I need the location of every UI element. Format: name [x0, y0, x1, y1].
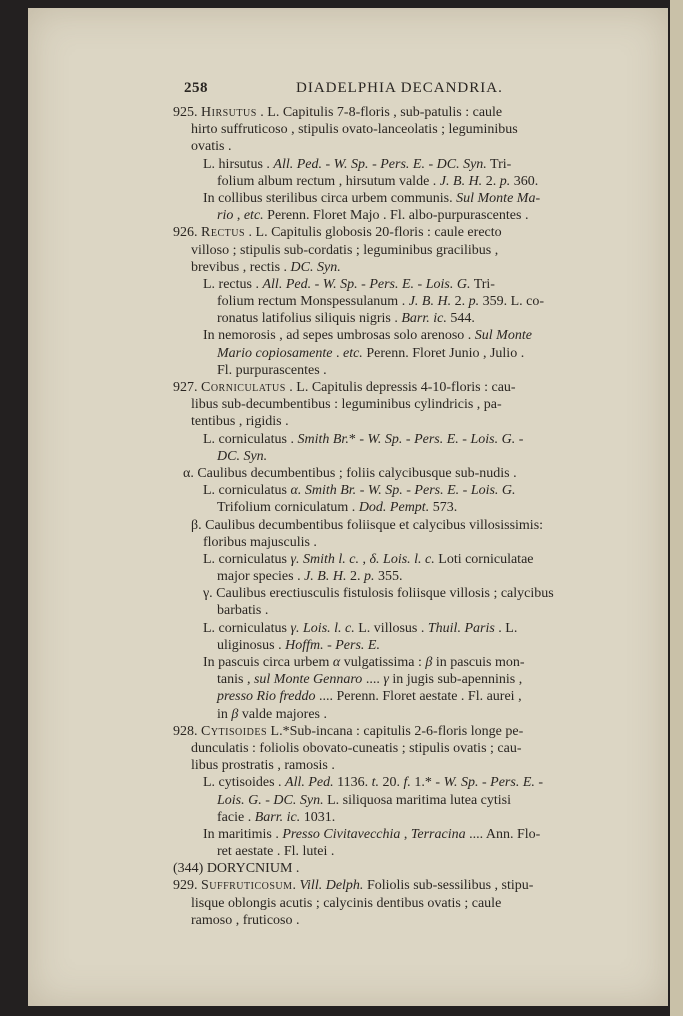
text-run: . L. — [494, 620, 518, 636]
text-run: Pers. E. — [380, 156, 425, 172]
text-line — [173, 860, 663, 877]
text-run: 2. — [451, 294, 469, 310]
text-line — [183, 792, 663, 809]
text-line — [183, 413, 663, 430]
text-run: - — [424, 156, 437, 172]
text-line — [183, 912, 663, 929]
text-run: p. — [363, 569, 375, 585]
text-run: α — [332, 655, 341, 670]
text-line — [183, 156, 663, 173]
text-run: L. rectus . — [203, 276, 263, 292]
text-line — [183, 138, 663, 155]
text-line — [183, 207, 663, 224]
text-run: - — [311, 276, 323, 292]
text-run: tentibus , rigidis . — [191, 414, 289, 430]
page-number: 258 — [184, 80, 208, 96]
text-run: , — [400, 826, 411, 842]
text-run: 360. — [510, 173, 539, 189]
text-run: Terracina — [410, 826, 466, 842]
text-run: .... — [362, 672, 384, 688]
text-run: α. — [290, 483, 302, 499]
text-run: vulgatissima : — [340, 655, 426, 670]
text-line — [173, 723, 663, 740]
text-run: β — [425, 655, 433, 670]
text-line — [183, 259, 663, 276]
text-run: rio — [217, 208, 234, 224]
text-run: All. Ped. — [262, 276, 312, 292]
text-run: - — [534, 775, 544, 791]
text-run: Smith Br. — [304, 483, 357, 499]
text-run: W. Sp. — [367, 431, 403, 447]
text-run: Hoffm. — [285, 637, 324, 653]
text-run: Lois. l. c. — [383, 551, 435, 567]
text-run: presso Rio freddo — [217, 689, 316, 705]
text-line — [183, 637, 663, 654]
text-run: Lois. G. — [217, 792, 262, 808]
text-line — [183, 602, 663, 619]
text-line — [183, 482, 663, 499]
text-run: etc. — [342, 345, 363, 361]
text-run: .... Ann. Flo- — [465, 826, 541, 842]
text-run: Barr. ic. — [401, 311, 447, 327]
text-run: 2. — [482, 173, 500, 189]
text-run: In maritimis . — [203, 826, 283, 842]
text-run: Pers. E. — [490, 775, 535, 791]
text-run: Presso Civitavecchia — [282, 826, 401, 842]
text-run: 1031. — [300, 809, 336, 825]
text-line — [183, 517, 663, 534]
text-run: W. Sp. — [333, 156, 369, 172]
text-run: Barr. ic. — [254, 809, 301, 825]
text-run: 925. — [173, 105, 201, 120]
text-run: - — [515, 431, 524, 447]
text-run: - — [322, 156, 334, 172]
text-run: . L. Capitulis depressis 4-10-floris : cau- — [285, 380, 516, 395]
text-run: tanis , — [217, 672, 254, 688]
text-line — [173, 379, 663, 396]
text-line — [183, 293, 663, 310]
text-run: Perenn. Floret Majo . Fl. albo-purpurascentes . — [263, 208, 529, 224]
text-line — [183, 465, 663, 482]
text-line — [173, 224, 663, 241]
text-run: barbatis . — [217, 603, 269, 619]
text-run: uliginosus . — [217, 637, 286, 653]
text-line — [183, 706, 663, 723]
body-text — [173, 104, 663, 929]
text-run: 544. — [446, 311, 475, 327]
text-run: 927. — [173, 380, 201, 395]
text-run: Trifolium corniculatum . — [217, 500, 359, 516]
text-line — [183, 740, 663, 757]
text-run: 355. — [374, 569, 403, 585]
text-run: - — [323, 637, 336, 653]
text-run: . L. Capitulis 7-8-floris , sub-patulis : caule — [256, 105, 503, 120]
text-run: hirto suffruticoso , stipulis ovato-lanceolatis ; leguminibus — [191, 122, 518, 138]
text-line — [183, 345, 663, 362]
text-line — [183, 757, 663, 774]
text-run: villoso ; stipulis sub-cordatis ; leguminibus gracilibus , — [191, 242, 499, 258]
book-page — [28, 8, 668, 1006]
running-title: DIADELPHIA DECANDRIA. — [296, 80, 503, 96]
text-run: ret aestate . Fl. lutei . — [217, 844, 335, 860]
text-line — [183, 774, 663, 791]
adjacent-page-edge — [670, 0, 683, 1016]
text-run: folium album rectum , hirsutum valde . — [217, 173, 440, 189]
text-run: ovatis . — [191, 139, 232, 155]
text-run: Tri- — [486, 156, 512, 172]
text-run: . — [292, 878, 300, 894]
text-run: - — [459, 483, 471, 499]
text-run: L. corniculatus — [203, 551, 291, 567]
text-run: folium rectum Monspessulanum . — [217, 294, 409, 310]
text-run: 2. — [346, 569, 364, 585]
text-run: Pers. E. — [414, 431, 459, 447]
text-line — [183, 809, 663, 826]
text-run: lisque oblongis acutis ; calycinis dentibus ovatis ; caule — [191, 895, 502, 911]
running-header — [28, 76, 668, 100]
text-run: L. siliquosa maritima lutea cytisi — [323, 792, 511, 808]
text-run: Fl. purpurascentes . — [217, 362, 327, 378]
text-line — [183, 431, 663, 448]
text-run: libus prostratis , ramosis . — [191, 758, 335, 774]
text-run: J. B. H. — [408, 294, 452, 310]
text-run: 926. — [173, 225, 201, 241]
text-run: β. Caulibus decumbentibus foliisque et calycibus villosissimis: — [191, 517, 544, 533]
text-run: - — [357, 276, 370, 292]
text-run: L.*Sub-incana : capitulis 2-6-floris longe pe- — [267, 723, 524, 739]
text-line — [183, 190, 663, 207]
text-run: In pascuis circa urbem — [203, 655, 333, 670]
text-run: L. corniculatus — [203, 620, 291, 636]
text-run: Pers. E. — [335, 637, 380, 653]
text-line — [183, 242, 663, 259]
text-run: f. — [403, 775, 411, 791]
text-run: - — [261, 792, 274, 808]
text-run: Lois. G. — [425, 276, 471, 292]
text-line — [183, 551, 663, 568]
text-run: Suffruticosum — [201, 878, 293, 894]
text-run: facie . — [217, 809, 255, 825]
text-line — [183, 121, 663, 138]
text-line — [183, 620, 663, 637]
text-run: Hirsutus — [201, 105, 257, 120]
text-run: 1.* - — [410, 775, 444, 791]
text-run: Loti corniculatae — [434, 551, 534, 567]
text-run: DC. Syn. — [290, 259, 341, 275]
text-run: 573. — [429, 500, 458, 516]
text-run: 929. — [173, 878, 201, 894]
text-line — [183, 826, 663, 843]
text-line — [183, 327, 663, 344]
text-run: - — [414, 276, 426, 292]
text-run: W. Sp. — [443, 775, 479, 791]
text-line — [183, 895, 663, 912]
text-line — [183, 499, 663, 516]
text-line — [183, 568, 663, 585]
text-run: All. Ped. — [273, 156, 322, 172]
text-run: p. — [499, 173, 511, 189]
text-run: . — [332, 345, 343, 361]
text-run: γ. — [290, 551, 300, 567]
text-run: Corniculatus — [201, 380, 286, 395]
text-run: Tri- — [470, 276, 495, 292]
text-line — [183, 362, 663, 379]
text-run: Vill. Delph. — [299, 878, 364, 894]
text-run: L. hirsutus . — [203, 156, 274, 172]
text-run: Foliolis sub-sessilibus , stipu- — [363, 878, 534, 894]
text-run: Lois. G. — [470, 483, 516, 499]
text-run: etc. — [243, 208, 264, 224]
text-run: δ. — [369, 551, 380, 567]
text-run: Lois. G. — [470, 431, 516, 447]
text-run: Sul Monte — [474, 328, 532, 344]
text-run: major species . — [217, 569, 305, 585]
text-run: - — [402, 431, 415, 447]
text-run: J. B. H. — [304, 569, 347, 585]
text-run: DC. Syn. — [273, 792, 324, 808]
text-run: W. Sp. — [367, 483, 403, 499]
text-run: DC. Syn. — [436, 156, 487, 172]
text-run: Thuil. Paris — [427, 620, 495, 636]
text-run: 1136. — [333, 775, 372, 791]
text-run: , — [233, 208, 244, 224]
text-line — [173, 104, 663, 121]
text-line — [183, 448, 663, 465]
text-line — [173, 877, 663, 894]
text-run: Mario copiosamente — [217, 345, 333, 361]
text-run: . L. Capitulis globosis 20-floris : caule erecto — [245, 225, 502, 241]
text-line — [183, 310, 663, 327]
text-run: .... Perenn. Floret aestate . Fl. aurei , — [315, 689, 522, 705]
text-run: Sul Monte Ma- — [456, 190, 541, 206]
text-line — [183, 843, 663, 860]
text-run: γ — [383, 672, 389, 688]
text-run: - — [356, 483, 368, 499]
text-run: in jugis sub-apenninis , — [388, 672, 523, 688]
text-run: α. Caulibus decumbentibus ; foliis calycibusque sub-nudis . — [183, 465, 517, 481]
text-run: 20. — [379, 775, 404, 791]
text-run: Cytisoides — [201, 723, 268, 739]
text-run: Pers. E. — [369, 276, 415, 292]
text-run: 359. L. co- — [479, 294, 545, 310]
text-run: Lois. l. c. — [303, 620, 355, 636]
text-line — [183, 396, 663, 413]
text-run: - — [458, 431, 471, 447]
text-run: in pascuis mon- — [432, 655, 525, 670]
text-run: * - — [348, 431, 368, 447]
text-run: γ. Caulibus erectiusculis fistulosis foliisque villosis ; calycibus — [203, 586, 554, 602]
text-run: In nemorosis , ad sepes umbrosas solo arenoso . — [203, 328, 475, 344]
text-run: In collibus sterilibus circa urbem communis. — [203, 190, 457, 206]
text-run: valde majores . — [238, 706, 328, 722]
text-line — [183, 276, 663, 293]
text-run: 928. — [173, 723, 201, 739]
text-run: γ. — [290, 620, 300, 636]
text-line — [183, 688, 663, 705]
text-run: L. cytisoides . — [203, 775, 286, 791]
text-run: ramoso , fruticoso . — [191, 912, 300, 928]
text-run: DC. Syn. — [217, 448, 268, 464]
text-run: ronatus latifolius siliquis nigris . — [217, 311, 402, 327]
text-line — [183, 534, 663, 551]
text-run: p. — [468, 294, 480, 310]
text-run: libus sub-decumbentibus : leguminibus cylindricis , pa- — [191, 397, 502, 413]
text-run: in — [217, 706, 232, 722]
text-run: t. — [371, 775, 380, 791]
text-run: Dod. Pempt. — [358, 500, 430, 516]
text-run: Smith Br. — [297, 431, 349, 447]
text-run: dunculatis : foliolis obovato-cuneatis ; stipulis ovatis ; cau- — [191, 740, 522, 756]
text-run: L. corniculatus — [203, 483, 291, 499]
text-run: brevibus , rectis . — [191, 259, 291, 275]
text-run: Smith l. c. — [303, 551, 360, 567]
text-run: W. Sp. — [322, 276, 358, 292]
text-run: floribus majusculis . — [203, 534, 317, 550]
text-run: - — [402, 483, 415, 499]
text-run: Perenn. Floret Junio , Julio . — [362, 345, 525, 361]
text-line — [183, 671, 663, 688]
text-run: L. villosus . — [354, 620, 428, 636]
text-run: - — [368, 156, 381, 172]
text-line — [183, 654, 663, 671]
text-run: β — [231, 706, 239, 722]
text-run: Pers. E. — [414, 483, 460, 499]
text-run: Rectus — [201, 225, 246, 241]
text-run: sul Monte Gennaro — [253, 672, 363, 688]
text-line — [183, 173, 663, 190]
text-run: , — [359, 551, 370, 567]
text-run: - — [478, 775, 491, 791]
text-run: J. B. H. — [439, 173, 483, 189]
text-run: All. Ped. — [285, 775, 334, 791]
text-line — [183, 585, 663, 602]
text-run: L. corniculatus . — [203, 431, 298, 447]
text-run: (344) DORYCNIUM . — [173, 861, 300, 877]
